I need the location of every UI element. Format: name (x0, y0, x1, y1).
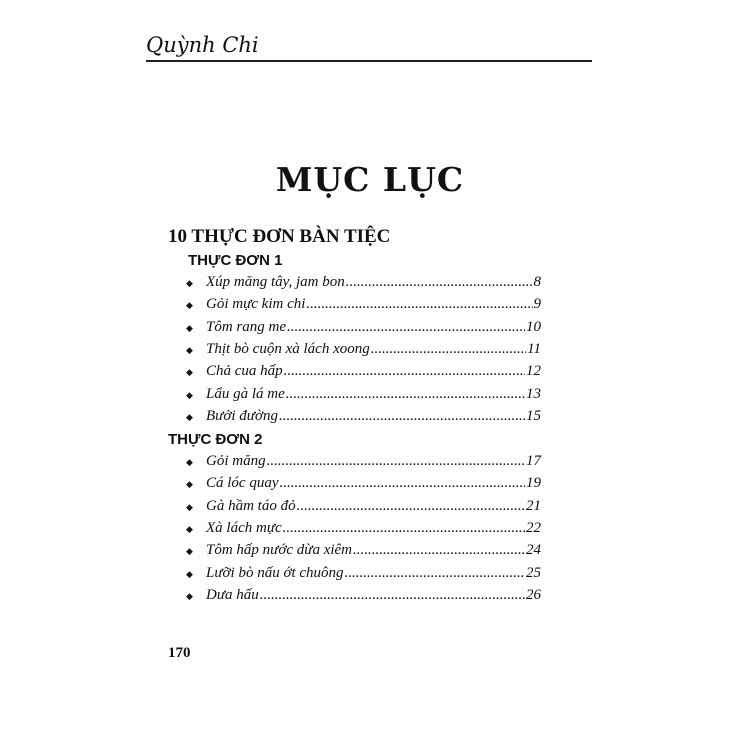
bullet-icon: ◆ (186, 501, 193, 512)
bullet-icon: ◆ (186, 411, 193, 422)
entry-page: 9 (533, 296, 541, 313)
page-title: MỤC LỤC (275, 160, 465, 199)
entry-page: 21 (526, 497, 541, 514)
entry-page: 22 (526, 519, 541, 536)
menu-heading: THỰC ĐƠN 2 (168, 431, 263, 448)
bullet-icon: ◆ (186, 568, 193, 579)
toc-entry (186, 587, 541, 607)
entry-title: Bưởi đường (206, 407, 278, 424)
entry-page: 26 (526, 586, 541, 603)
entry-page: 11 (527, 340, 541, 357)
entry-title: Gà hầm táo đỏ (206, 497, 296, 514)
entry-page: 8 (533, 274, 541, 290)
entry-title: Lẩu gà lá me (206, 385, 285, 402)
running-header-author: Quỳnh Chi (146, 33, 259, 57)
entry-title: Thịt bò cuộn xà lách xoong (206, 340, 370, 357)
bullet-icon: ◆ (186, 590, 193, 601)
entry-page: 13 (526, 385, 541, 402)
entry-title: Dưa hấu (206, 586, 259, 603)
dot-leader (260, 587, 525, 604)
entry-title: Xà lách mực (206, 519, 282, 536)
dot-leader (306, 296, 532, 313)
dot-leader (297, 498, 525, 515)
toc-entry (186, 341, 541, 361)
entry-title: Cá lóc quay (206, 475, 279, 492)
bullet-icon: ◆ (186, 479, 193, 490)
dot-leader (279, 408, 525, 425)
entry-page: 25 (526, 564, 541, 581)
page-number: 170 (168, 645, 191, 661)
entry-title: Tôm rang me (206, 318, 287, 335)
toc-entry (186, 296, 541, 316)
toc-entry (186, 475, 541, 495)
bullet-icon: ◆ (186, 546, 193, 557)
dot-leader (267, 453, 525, 470)
toc-entry (186, 453, 541, 473)
entry-page: 17 (526, 453, 541, 469)
dot-leader (353, 542, 525, 559)
entry-title: Gỏi mực kim chi (206, 296, 306, 313)
toc-entry (186, 319, 541, 339)
entry-title: Xúp măng tây, jam bon (206, 274, 345, 290)
dot-leader (283, 520, 525, 537)
bullet-icon: ◆ (186, 322, 193, 333)
toc-entry (186, 542, 541, 562)
toc-entry (186, 386, 541, 406)
entry-page: 19 (526, 475, 541, 492)
bullet-icon: ◆ (186, 389, 193, 400)
menu-heading: THỰC ĐƠN 1 (188, 252, 283, 269)
dot-leader (284, 363, 525, 380)
toc-entry (186, 520, 541, 540)
section-heading: 10 THỰC ĐƠN BÀN TIỆC (168, 226, 391, 247)
dot-leader (280, 475, 526, 492)
dot-leader (345, 565, 525, 582)
toc-entry (186, 498, 541, 518)
bullet-icon: ◆ (186, 457, 193, 467)
entry-title: Chả cua hấp (206, 363, 283, 380)
dot-leader (287, 319, 525, 336)
toc-entry (186, 565, 541, 585)
entry-page: 10 (526, 318, 541, 335)
toc-entry (186, 363, 541, 383)
entry-page: 15 (526, 407, 541, 424)
dot-leader (286, 386, 525, 403)
bullet-icon: ◆ (186, 300, 193, 311)
header-rule (146, 60, 592, 62)
dot-leader (346, 274, 533, 291)
bullet-icon: ◆ (186, 278, 193, 288)
entry-title: Lưỡi bò nấu ớt chuông (206, 564, 344, 581)
bullet-icon: ◆ (186, 523, 193, 534)
bullet-icon: ◆ (186, 367, 193, 378)
entry-title: Tôm hấp nước dừa xiêm (206, 542, 353, 559)
bullet-icon: ◆ (186, 344, 193, 355)
entry-page: 24 (526, 542, 541, 559)
entry-page: 12 (526, 363, 541, 380)
toc-entry (186, 274, 541, 294)
toc-entry (186, 408, 541, 428)
dot-leader (371, 341, 526, 358)
entry-title: Gỏi măng (206, 453, 266, 469)
